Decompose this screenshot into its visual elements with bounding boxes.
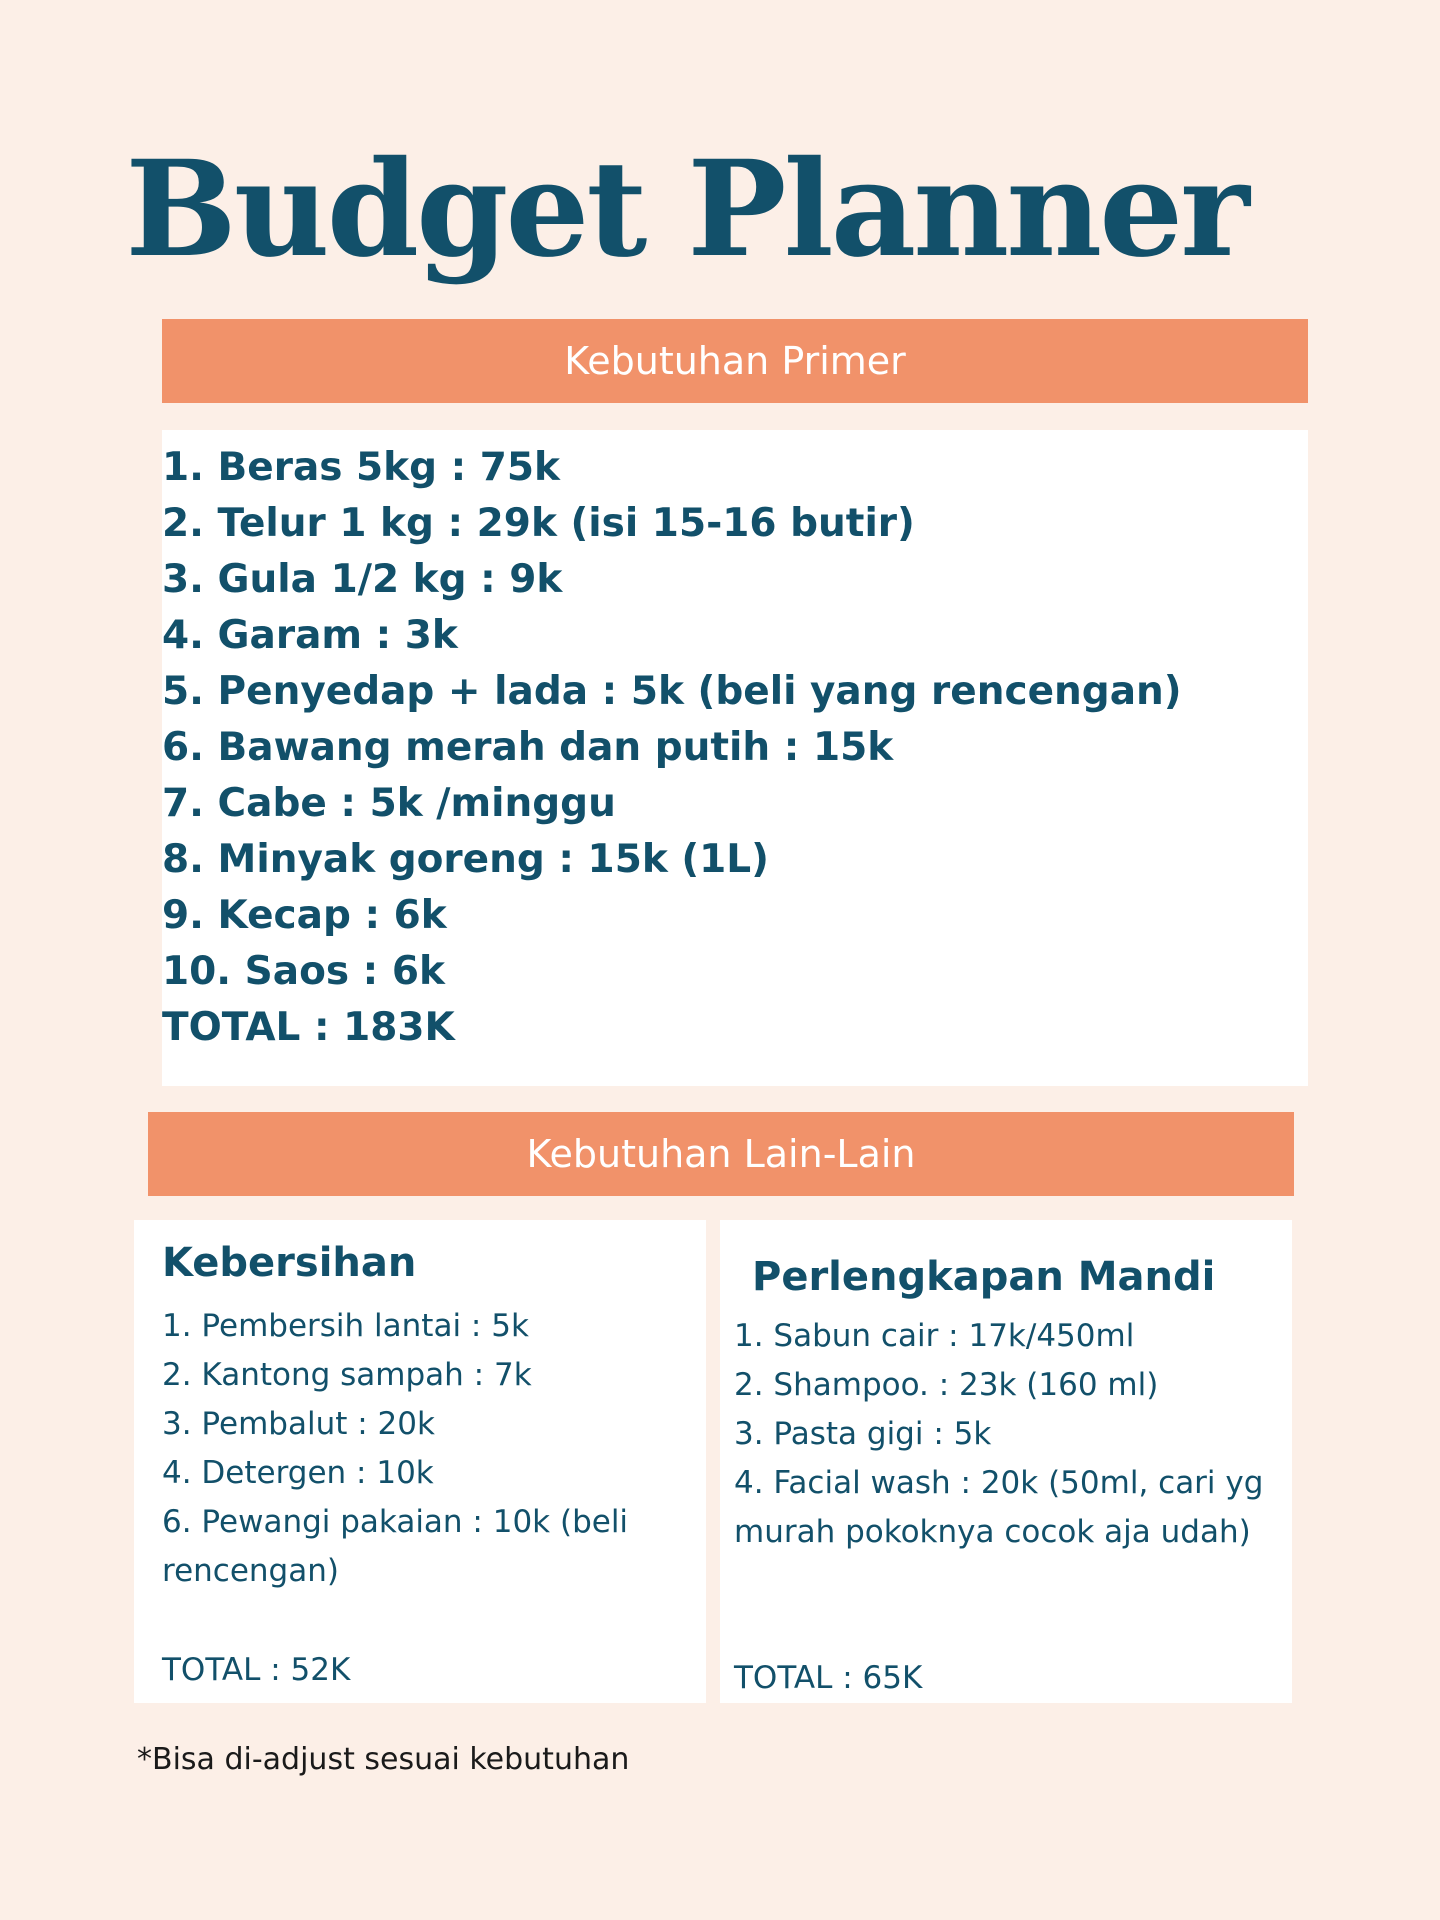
list-item: 1. Sabun cair : 17k/450ml <box>734 1318 1135 1354</box>
list-item: 1. Pembersih lantai : 5k <box>162 1308 529 1344</box>
mandi-total: TOTAL : 65K <box>734 1660 923 1696</box>
kebersihan-card <box>134 1220 706 1703</box>
list-item: 3. Gula 1/2 kg : 9k <box>162 557 563 602</box>
list-item: 8. Minyak goreng : 15k (1L) <box>162 837 769 882</box>
kebersihan-list <box>162 1302 702 1596</box>
mandi-title: Perlengkapan Mandi <box>752 1254 1216 1300</box>
primer-list <box>162 440 1182 1000</box>
footnote: *Bisa di-adjust sesuai kebutuhan <box>137 1742 630 1777</box>
mandi-card <box>720 1220 1292 1703</box>
section-header-primer: Kebutuhan Primer <box>162 319 1308 403</box>
list-item: 7. Cabe : 5k /minggu <box>162 781 616 826</box>
list-item: 4. Garam : 3k <box>162 613 458 658</box>
kebersihan-total: TOTAL : 52K <box>162 1652 351 1688</box>
list-item: 6. Pewangi pakaian : 10k (beli rencengan) <box>162 1504 629 1589</box>
section-header-lain-lain: Kebutuhan Lain-Lain <box>148 1112 1294 1196</box>
list-item: 6. Bawang merah dan putih : 15k <box>162 725 894 770</box>
page-title: Budget Planner <box>125 132 1247 287</box>
list-item: 1. Beras 5kg : 75k <box>162 445 560 490</box>
list-item: 3. Pasta gigi : 5k <box>734 1416 992 1452</box>
list-item: 10. Saos : 6k <box>162 949 445 994</box>
list-item: 2. Kantong sampah : 7k <box>162 1357 532 1393</box>
mandi-list <box>734 1312 1274 1557</box>
primer-card <box>162 430 1308 1086</box>
list-item: 3. Pembalut : 20k <box>162 1406 435 1442</box>
list-item: 4. Facial wash : 20k (50ml, cari yg murah pokoknya cocok aja udah) <box>734 1465 1264 1550</box>
list-item: 9. Kecap : 6k <box>162 893 447 938</box>
list-item: 5. Penyedap + lada : 5k (beli yang rencengan) <box>162 669 1182 714</box>
primer-total: TOTAL : 183K <box>162 1005 455 1050</box>
list-item: 4. Detergen : 10k <box>162 1455 434 1491</box>
kebersihan-title: Kebersihan <box>162 1240 417 1286</box>
list-item: 2. Telur 1 kg : 29k (isi 15-16 butir) <box>162 501 915 546</box>
list-item: 2. Shampoo. : 23k (160 ml) <box>734 1367 1159 1403</box>
